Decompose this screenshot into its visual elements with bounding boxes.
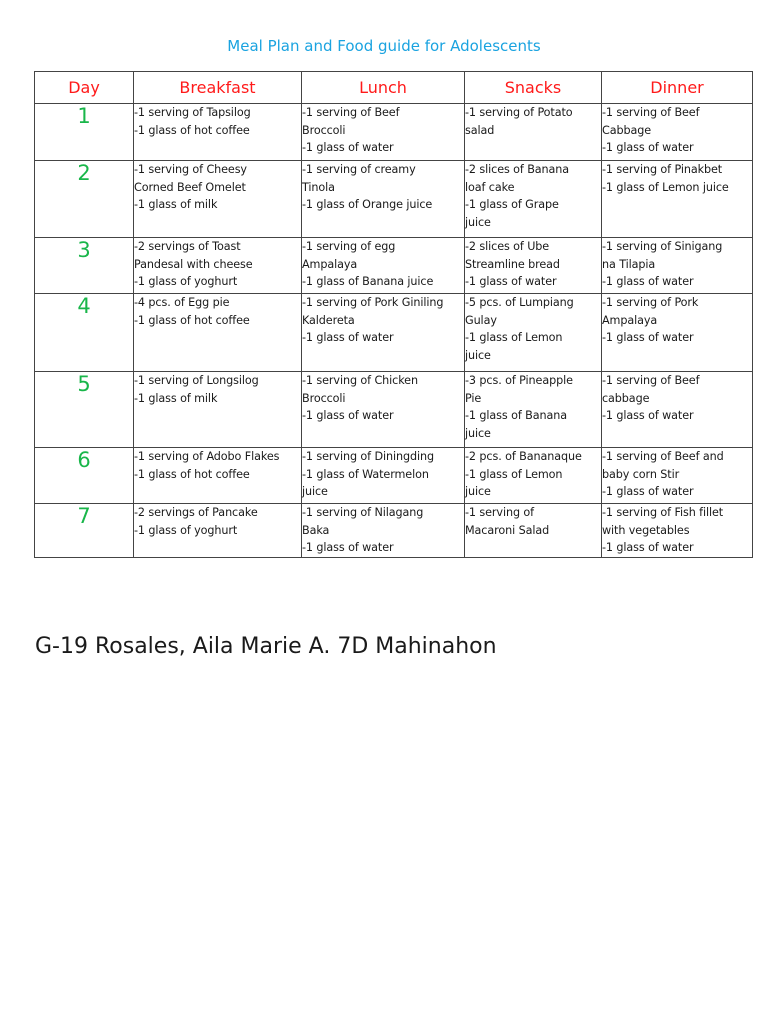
dinner-cell [602, 448, 753, 504]
meal-item-line: -1 serving of egg [302, 240, 396, 253]
table-row [35, 104, 753, 161]
header-snacks: Snacks [465, 72, 602, 104]
meal-item-line: juice [465, 485, 491, 498]
day-number: 6 [35, 448, 134, 504]
meal-item-line: -1 glass of hot coffee [134, 467, 250, 481]
meal-item-line: -1 glass of water [465, 275, 557, 288]
meal-item-line: -1 glass of water [302, 409, 394, 422]
snacks-cell [465, 294, 602, 372]
meal-item-line: Pie [465, 391, 482, 405]
breakfast-cell [134, 504, 302, 558]
day-number: 2 [35, 161, 134, 238]
meal-item-line: -2 servings of Pancake [134, 506, 258, 519]
meal-item-line: Broccoli [302, 123, 346, 137]
breakfast-cell [134, 448, 302, 504]
snacks-cell [465, 104, 602, 161]
meal-item-line: juice [465, 215, 491, 229]
meal-item-line: -1 serving of Nilagang [302, 506, 424, 519]
meal-item-line: -1 serving of Adobo Flakes [134, 450, 280, 463]
meal-item-line: -2 slices of Ube [465, 240, 550, 253]
meal-item-line: -1 glass of Watermelon [302, 467, 429, 481]
dinner-cell [602, 294, 753, 372]
meal-item-line: -1 glass of water [302, 141, 394, 154]
table-row [35, 161, 753, 238]
meal-item-line: -1 glass of Banana [465, 409, 567, 422]
table-row [35, 294, 753, 372]
meal-item-line: -2 slices of Banana [465, 163, 570, 176]
meal-item-line: Pandesal with cheese [134, 257, 253, 271]
meal-item-line: -1 glass of yoghurt [134, 523, 238, 537]
meal-item-line: juice [465, 426, 491, 440]
student-name-footer: G-19 Rosales, Aila Marie A. 7D Mahinahon [35, 634, 497, 659]
lunch-cell [302, 372, 465, 448]
lunch-cell [302, 448, 465, 504]
day-number: 4 [35, 294, 134, 372]
table-header-row [35, 72, 753, 104]
meal-item-line: salad [465, 123, 495, 137]
meal-item-line: -1 glass of water [602, 409, 694, 422]
breakfast-cell [134, 372, 302, 448]
meal-item-line: -1 glass of water [302, 541, 394, 554]
meal-item-line: -1 serving of Longsilog [134, 374, 259, 387]
meal-item-line: -4 pcs. of Egg pie [134, 296, 230, 309]
table-row [35, 238, 753, 294]
header-dinner: Dinner [602, 72, 753, 104]
meal-item-line: -1 serving of Chicken [302, 374, 418, 387]
meal-item-line: na Tilapia [602, 257, 656, 271]
meal-item-line: -1 glass of hot coffee [134, 123, 250, 137]
snacks-cell [465, 504, 602, 558]
header-lunch: Lunch [302, 72, 465, 104]
meal-item-line: Kaldereta [302, 313, 355, 327]
day-number: 3 [35, 238, 134, 294]
meal-item-line: -1 serving of [465, 506, 534, 519]
meal-item-line: juice [302, 485, 328, 498]
table-row [35, 504, 753, 558]
meal-item-line: -1 glass of water [602, 331, 694, 344]
meal-item-line: cabbage [602, 391, 650, 405]
meal-item-line: -1 glass of milk [134, 198, 218, 211]
day-number: 5 [35, 372, 134, 448]
snacks-cell [465, 448, 602, 504]
day-number: 1 [35, 104, 134, 161]
meal-item-line: -1 serving of creamy [302, 163, 416, 176]
meal-item-line: -1 serving of Fish fillet [602, 506, 724, 519]
snacks-cell [465, 161, 602, 238]
meal-item-line: Cabbage [602, 123, 652, 137]
dinner-cell [602, 504, 753, 558]
meal-item-line: Corned Beef Omelet [134, 180, 246, 194]
meal-item-line: -1 glass of yoghurt [134, 275, 238, 288]
snacks-cell [465, 238, 602, 294]
meal-item-line: -3 pcs. of Pineapple [465, 374, 573, 387]
meal-item-line: -1 glass of Lemon [465, 331, 563, 344]
breakfast-cell [134, 238, 302, 294]
meal-item-line: -1 glass of water [302, 331, 394, 344]
meal-item-line: Gulay [465, 313, 497, 327]
meal-item-line: -1 glass of Banana juice [302, 275, 434, 288]
meal-item-line: Ampalaya [302, 257, 358, 271]
document-title: Meal Plan and Food guide for Adolescents [227, 37, 541, 55]
dinner-cell [602, 238, 753, 294]
meal-item-line: with vegetables [602, 523, 690, 537]
meal-item-line: -2 pcs. of Bananaque [465, 450, 582, 463]
breakfast-cell [134, 104, 302, 161]
meal-item-line: -1 serving of Tapsilog [134, 106, 251, 119]
meal-item-line: -1 glass of Lemon juice [602, 180, 729, 194]
meal-item-line: -1 serving of Pork Giniling [302, 296, 444, 309]
lunch-cell [302, 504, 465, 558]
meal-item-line: loaf cake [465, 180, 515, 194]
table-row [35, 448, 753, 504]
meal-item-line: Ampalaya [602, 313, 658, 327]
meal-item-line: juice [465, 348, 491, 362]
meal-item-line: -1 glass of Orange juice [302, 198, 433, 211]
meal-item-line: Baka [302, 523, 330, 537]
meal-item-line: -1 glass of water [602, 485, 694, 498]
meal-item-line: Macaroni Salad [465, 523, 550, 537]
meal-item-line: -1 glass of Lemon [465, 467, 563, 481]
lunch-cell [302, 238, 465, 294]
table-body [35, 104, 753, 558]
meal-item-line: -1 glass of water [602, 275, 694, 288]
meal-item-line: Tinola [302, 180, 335, 194]
table-row [35, 372, 753, 448]
meal-item-line: -1 serving of Beef and [602, 450, 724, 463]
breakfast-cell [134, 294, 302, 372]
meal-item-line: -1 serving of Sinigang [602, 240, 723, 253]
meal-item-line: -1 serving of Pork [602, 296, 699, 309]
meal-item-line: -5 pcs. of Lumpiang [465, 296, 574, 309]
header-breakfast: Breakfast [134, 72, 302, 104]
meal-item-line: -1 serving of Cheesy [134, 163, 247, 176]
lunch-cell [302, 294, 465, 372]
meal-item-line: -1 serving of Pinakbet [602, 163, 723, 176]
meal-item-line: -1 glass of milk [134, 391, 218, 405]
header-day: Day [35, 72, 134, 104]
meal-item-line: -1 serving of Beef [602, 374, 700, 387]
meal-item-line: -1 glass of hot coffee [134, 313, 250, 327]
meal-item-line: -1 serving of Diningding [302, 450, 434, 463]
meal-item-line: -1 glass of water [602, 141, 694, 154]
snacks-cell [465, 372, 602, 448]
meal-item-line: -1 glass of Grape [465, 198, 559, 211]
meal-item-line: -1 serving of Beef [302, 106, 400, 119]
meal-item-line: -2 servings of Toast [134, 240, 241, 253]
dinner-cell [602, 104, 753, 161]
day-number: 7 [35, 504, 134, 558]
meal-plan-table [34, 71, 753, 558]
meal-item-line: Broccoli [302, 391, 346, 405]
lunch-cell [302, 161, 465, 238]
meal-item-line: baby corn Stir [602, 467, 680, 481]
meal-item-line: -1 serving of Potato [465, 106, 573, 119]
dinner-cell [602, 372, 753, 448]
dinner-cell [602, 161, 753, 238]
meal-item-line: Streamline bread [465, 257, 560, 271]
lunch-cell [302, 104, 465, 161]
meal-item-line: -1 glass of water [602, 541, 694, 554]
breakfast-cell [134, 161, 302, 238]
meal-item-line: -1 serving of Beef [602, 106, 700, 119]
